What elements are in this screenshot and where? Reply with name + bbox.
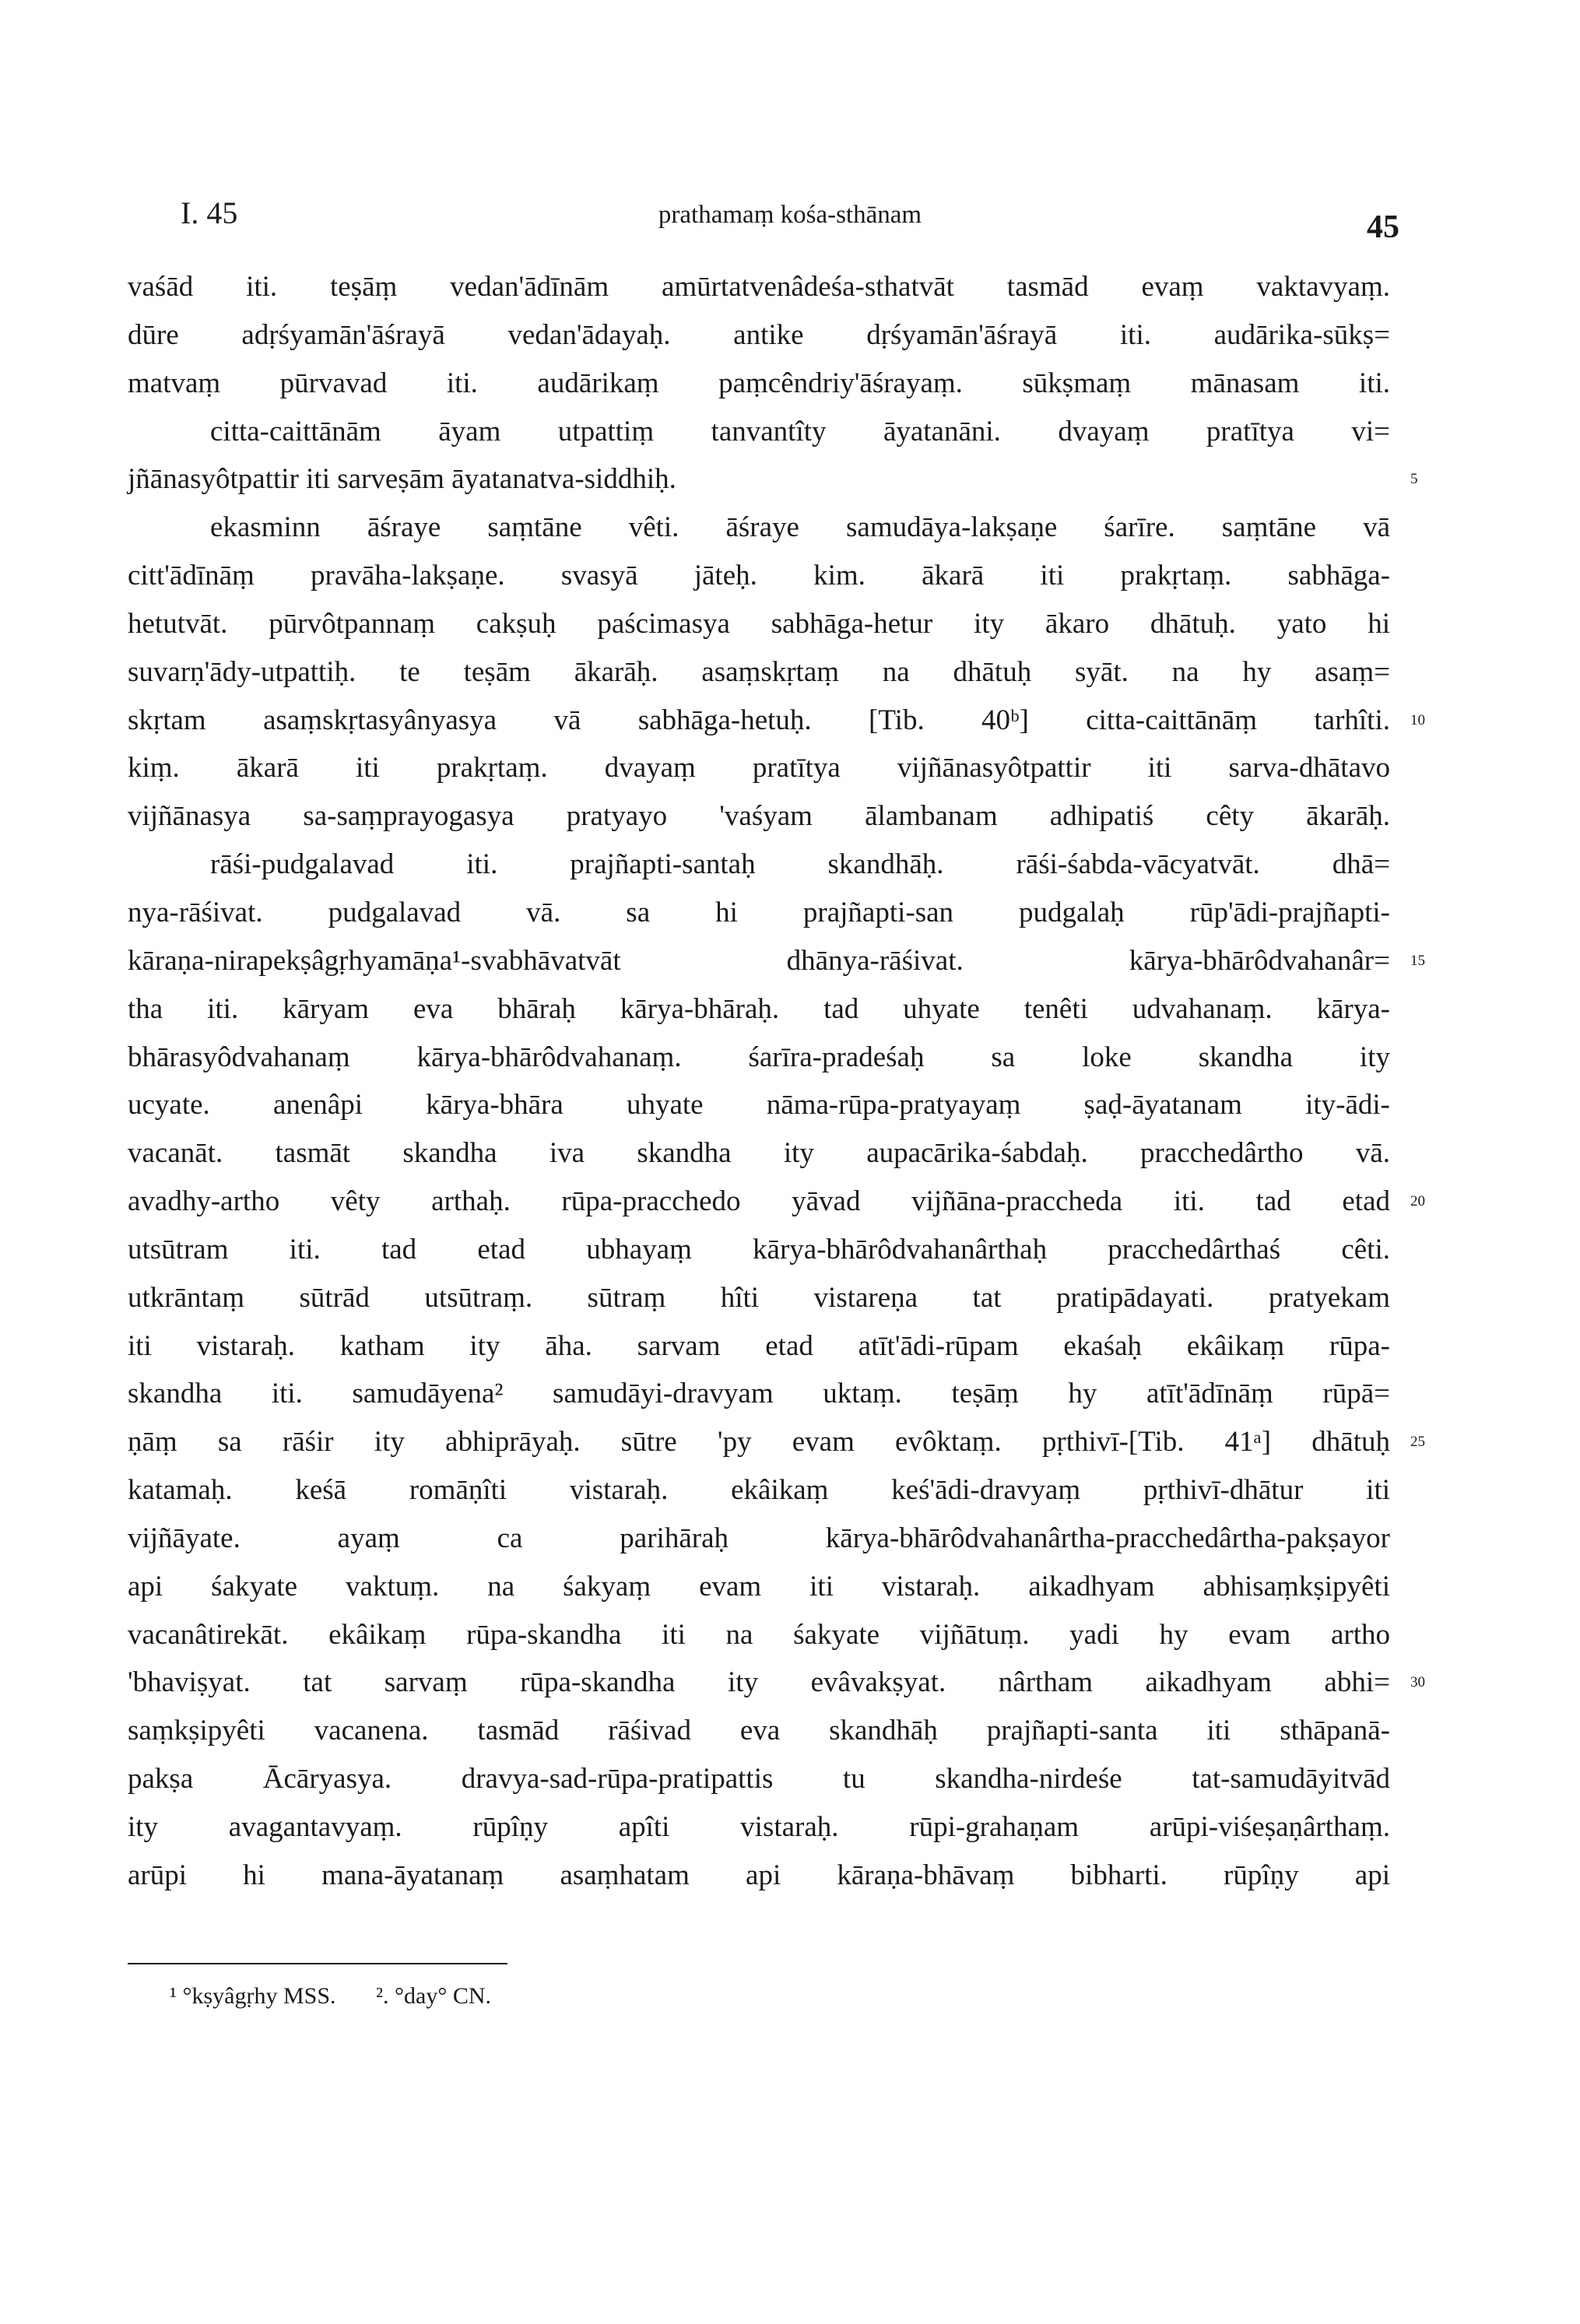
text-line-wrap xyxy=(128,1418,1425,1466)
text-line-wrap xyxy=(128,1659,1425,1707)
commentary-text xyxy=(128,263,1425,1900)
text-line: utsūtram iti. tad etad ubhayaṃ kārya-bhārôdvahanârthaḥ pracchedârthaś cêti. xyxy=(128,1233,1390,1266)
text-line: iti vistaraḥ. katham ity āha. sarvam etad atīt'ādi-rūpam ekaśaḥ ekâikaṃ rūpa- xyxy=(128,1329,1390,1362)
text-line: hetutvāt. pūrvôtpannaṃ cakṣuḥ paścimasya sabhāga-hetur ity ākaro dhātuḥ. yato hi xyxy=(128,607,1390,640)
text-line: kāraṇa-nirapekṣâgṛhyamāṇa¹-svabhāvatvāt dhānya-rāśivat. kārya-bhārôdvahanâr= xyxy=(128,944,1390,977)
text-line: vaśād iti. teṣāṃ vedan'ādīnām amūrtatvenâdeśa-sthatvāt tasmād evaṃ vaktavyaṃ. xyxy=(128,271,1390,303)
footnote-divider xyxy=(128,1963,507,1964)
text-line: ekasminn āśraye saṃtāne vêti. āśraye samudāya-lakṣaṇe śarīre. saṃtāne vā xyxy=(210,511,1390,544)
text-line: citt'ādīnāṃ pravāha-lakṣaṇe. svasyā jāteḥ. kim. ākarā iti prakṛtaṃ. sabhāga- xyxy=(128,560,1390,592)
footnote: ¹ °kṣyâgṛhy MSS. xyxy=(170,1983,336,2009)
text-line: vacanāt. tasmāt skandha iva skandha ity aupacārika-śabdaḥ. pracchedârtho vā. xyxy=(128,1137,1390,1170)
text-line: 'bhaviṣyat. tat sarvaṃ rūpa-skandha ity evâvakṣyat. nârtham aikadhyam abhi= xyxy=(128,1666,1390,1699)
text-line: utkrāntaṃ sūtrād utsūtraṃ. sūtraṃ hîti vistareṇa tat pratipādayati. pratyekam xyxy=(128,1281,1390,1314)
text-line-wrap xyxy=(128,937,1425,985)
text-line: rāśi-pudgalavad iti. prajñapti-santaḥ skandhāḥ. rāśi-śabda-vācyatvāt. dhā= xyxy=(210,848,1390,881)
footnotes xyxy=(170,1983,525,2010)
text-line: citta-caittānām āyam utpattiṃ tanvantîty āyatanāni. dvayaṃ pratītya vi= xyxy=(210,415,1390,448)
text-line: bhārasyôdvahanaṃ kārya-bhārôdvahanaṃ. śarīra-pradeśaḥ sa loke skandha ity xyxy=(128,1041,1390,1073)
text-line: vijñāyate. ayaṃ ca parihāraḥ kārya-bhārôdvahanârtha-pracchedârtha-pakṣayor xyxy=(128,1522,1390,1554)
text-line: ucyate. anenâpi kārya-bhāra uhyate nāma-rūpa-pratyayaṃ ṣaḍ-āyatanam ity-ādi- xyxy=(128,1089,1390,1122)
text-line: arūpi hi mana-āyatanaṃ asaṃhatam api kāraṇa-bhāvaṃ bibharti. rūpîṇy api xyxy=(128,1859,1390,1891)
text-line: suvarṇ'ādy-utpattiḥ. te teṣām ākarāḥ. asaṃskṛtaṃ na dhātuḥ syāt. na hy asaṃ= xyxy=(128,655,1390,688)
text-line: skandha iti. samudāyena² samudāyi-dravyam uktaṃ. teṣāṃ hy atīt'ādīnāṃ rūpā= xyxy=(128,1378,1390,1410)
line-number: 25 xyxy=(1410,1434,1425,1451)
text-line-wrap xyxy=(128,697,1425,745)
text-line-wrap xyxy=(128,1178,1425,1226)
line-number: 10 xyxy=(1410,711,1425,728)
text-line: ṇāṃ sa rāśir ity abhiprāyaḥ. sūtre 'py evam evôktaṃ. pṛthivī-[Tib. 41ᵃ] dhātuḥ xyxy=(128,1426,1390,1459)
text-line: nya-rāśivat. pudgalavad vā. sa hi prajñapti-san pudgalaḥ rūp'ādi-prajñapti- xyxy=(128,896,1390,929)
text-line: kiṃ. ākarā iti prakṛtaṃ. dvayaṃ pratītya vijñānasyôtpattir iti sarva-dhātavo xyxy=(128,752,1390,785)
page-number: 45 xyxy=(1367,209,1399,245)
text-line: saṃkṣipyêti vacanena. tasmād rāśivad eva skandhāḥ prajñapti-santa iti sthāpanā- xyxy=(128,1715,1390,1747)
line-number: 20 xyxy=(1410,1193,1425,1210)
text-line: tha iti. kāryam eva bhāraḥ kārya-bhāraḥ. tad uhyate tenêti udvahanaṃ. kārya- xyxy=(128,992,1390,1025)
text-line: vacanâtirekāt. ekâikaṃ rūpa-skandha iti na śakyate vijñātuṃ. yadi hy evam artho xyxy=(128,1618,1390,1651)
text-line: api śakyate vaktuṃ. na śakyaṃ evam iti vistaraḥ. aikadhyam abhisaṃkṣipyêti xyxy=(128,1570,1390,1603)
text-line: ity avagantavyaṃ. rūpîṇy apîti vistaraḥ. rūpi-grahaṇam arūpi-viśeṣaṇârthaṃ. xyxy=(128,1811,1390,1843)
running-title: prathamaṃ kośa-sthānam xyxy=(658,201,922,229)
text-line: matvaṃ pūrvavad iti. audārikaṃ paṃcêndriy'āśrayaṃ. sūkṣmaṃ mānasam iti. xyxy=(128,367,1390,399)
text-line: avadhy-artho vêty arthaḥ. rūpa-pracchedo yāvad vijñāna-praccheda iti. tad etad xyxy=(128,1185,1390,1218)
text-line: dūre adṛśyamān'āśrayā vedan'ādayaḥ. antike dṛśyamān'āśrayā iti. audārika-sūkṣ= xyxy=(128,318,1390,351)
section-reference: I. 45 xyxy=(181,195,238,230)
text-line: skṛtam asaṃskṛtasyânyasya vā sabhāga-hetuḥ. [Tib. 40ᵇ] citta-caittānāṃ tarhîti. xyxy=(128,704,1390,736)
line-number: 15 xyxy=(1410,952,1425,969)
text-line: pakṣa Ācāryasya. dravya-sad-rūpa-pratipattis tu skandha-nirdeśe tat-samudāyitvād xyxy=(128,1763,1390,1796)
text-line: vijñānasya sa-saṃprayogasya pratyayo 'vaśyam ālambanam adhipatiś cêty ākarāḥ. xyxy=(128,800,1390,833)
running-header xyxy=(181,195,1399,249)
footnote: ². °day° CN. xyxy=(376,1983,491,2009)
text-line: jñānasyôtpattir iti sarveṣām āyatanatva-siddhiḥ. xyxy=(128,463,676,496)
line-number: 5 xyxy=(1410,471,1418,488)
text-line: katamaḥ. keśā romāṇîti vistaraḥ. ekâikaṃ keś'ādi-dravyaṃ pṛthivī-dhātur iti xyxy=(128,1474,1390,1507)
line-number: 30 xyxy=(1410,1674,1425,1691)
text-line-wrap xyxy=(128,455,1418,504)
